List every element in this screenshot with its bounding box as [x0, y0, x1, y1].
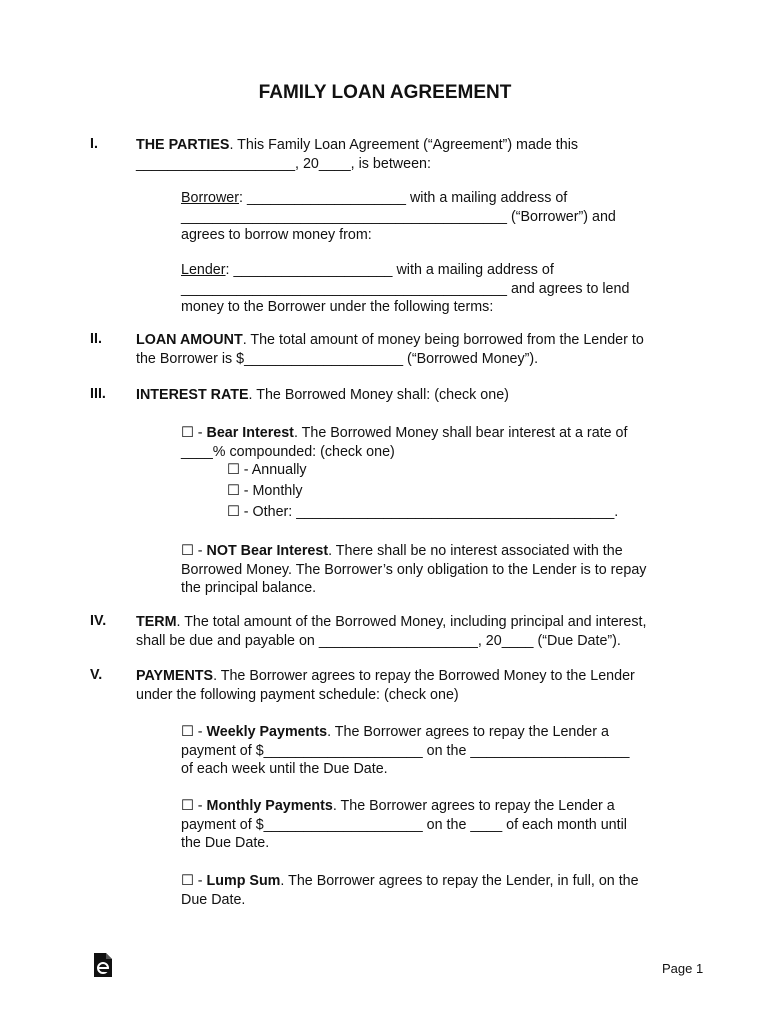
- document-title: FAMILY LOAN AGREEMENT: [258, 82, 512, 103]
- lender-label: Lender: [181, 262, 226, 278]
- checkbox-icon[interactable]: ☐ -: [181, 873, 207, 889]
- document-page: FAMILY LOAN AGREEMENT I. THE PARTIES. This Family Loan Agreement (“Agreement”) made this ____________________, 20____, is between: Borrower: ____________________ with a mailing address of _________________________________________ (“Borrower”) and agrees to borrow money from: Lender: ____________________ with a mailing address of _________________________________________ and agrees to lend money to the Borrower under the following terms: II. LOAN AMOUNT. The total amount of money being borrowed from the Lender to the Borrower is $____________________ (“Borrowed Money”). III. INTEREST RATE. The Borrowed Money shall: (check one) ☐ - Bear Interest. The Borrowed Money shall bear interest at a rate of ____% compounded: (check one) ☐ - Annually ☐ - Monthly ☐ - Other: ________________________________________. ☐ - NOT Bear Interest. There shall be no interest associated with the Borrowed Money. The Borrower’s only obligation to the Lender is to repay the principal balance. IV. TERM. The total amount of the Borrowed Money, including principal and interest, shall be due and payable on ____________________, 20____ (“Due Date”). V. PAYMENTS. The Borrower agrees to repay the Borrowed Money to the Lender under the following payment schedule: (check one) ☐ - Weekly Payments. The Borrower agrees to repay the Lender a payment of $____________________ on the ____________________ of each week until the Due Date. ☐ - Monthly Payments. The Borrower agrees to repay the Lender a payment of $____________________ on the ____ of each month until the Due Date. ☐ - Lump Sum. The Borrower agrees to repay the Lender, in full, on the Due Date. Page 1: [0, 0, 770, 1024]
- page-number: Page 1: [662, 961, 704, 976]
- eforms-logo-icon: [92, 952, 114, 978]
- section-heading: THE PARTIES: [136, 137, 230, 153]
- option-annually[interactable]: ☐ - Annually: [227, 462, 307, 478]
- section-number: III.: [90, 386, 106, 402]
- option-other[interactable]: ☐ - Other: ________________________________________.: [227, 504, 619, 520]
- checkbox-icon[interactable]: ☐ -: [181, 543, 207, 559]
- section-number: V.: [90, 667, 103, 683]
- borrower-label: Borrower: [181, 190, 239, 206]
- section-number: IV.: [90, 613, 107, 629]
- checkbox-icon[interactable]: ☐ -: [181, 798, 207, 814]
- section-text: THE PARTIES. This Family Loan Agreement (“Agreement”) made this ____________________, 20____, is between:: [136, 137, 579, 172]
- section-heading: TERM: [136, 614, 177, 630]
- section-number: I.: [90, 136, 98, 152]
- section-heading: INTEREST RATE: [136, 387, 249, 403]
- option-monthly[interactable]: ☐ - Monthly: [227, 483, 303, 499]
- section-heading: PAYMENTS: [136, 668, 214, 684]
- checkbox-icon[interactable]: ☐ -: [181, 724, 207, 740]
- section-heading: LOAN AMOUNT: [136, 332, 243, 348]
- checkbox-icon[interactable]: ☐ -: [181, 425, 207, 441]
- section-number: II.: [90, 331, 102, 347]
